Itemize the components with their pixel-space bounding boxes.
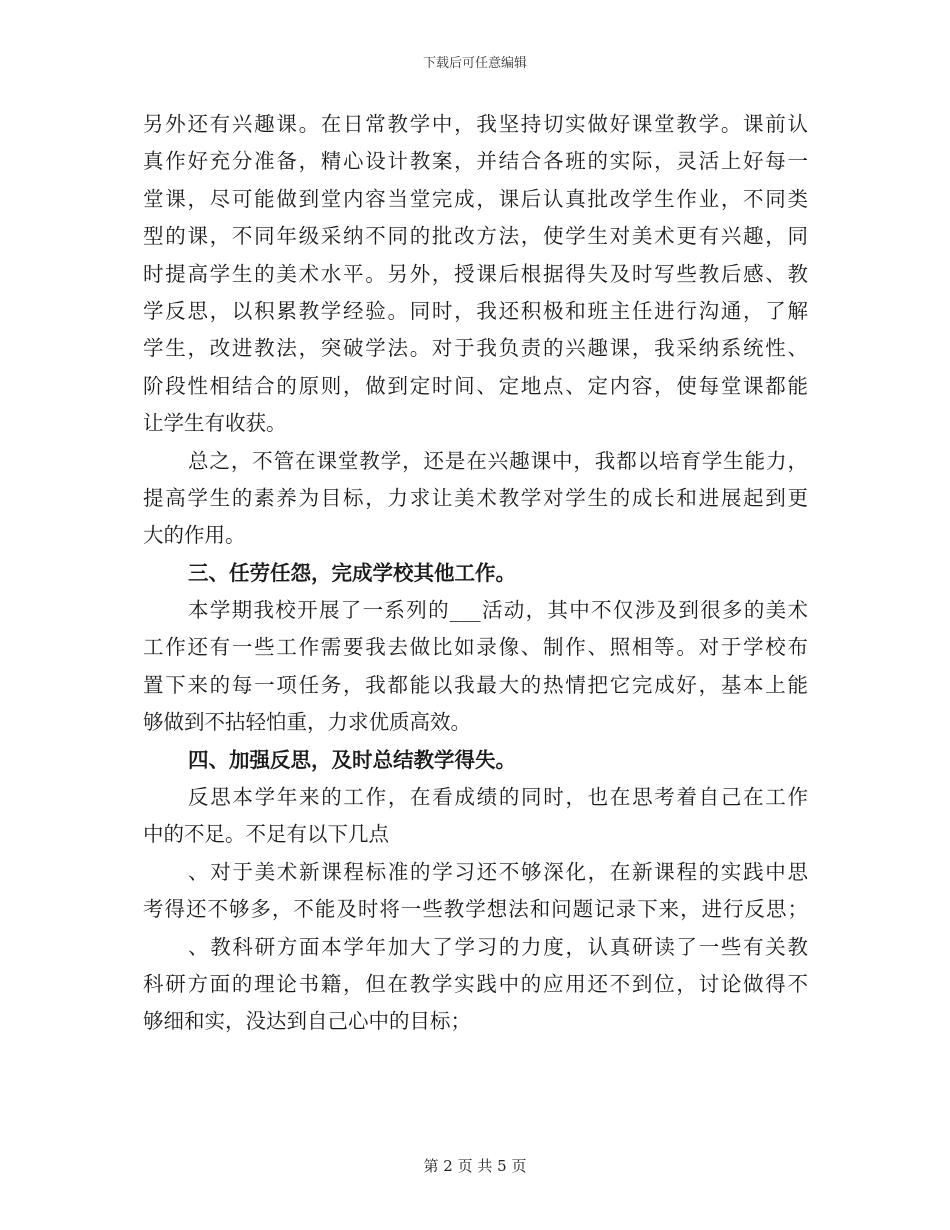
text-line: 、对于美术新课程标准的学习还不够深化，在新课程的实践中思	[188, 859, 808, 884]
text-line: 置下来的每一项任务，我都能以我最大的热情把它完成好，基本上能	[143, 672, 808, 697]
text-line: 型的课，不同年级采纳不同的批改方法，使学生对美术更有兴趣，同	[143, 224, 808, 249]
text-line: 学反思，以积累教学经验。同时，我还积极和班主任进行沟通，了解	[143, 298, 808, 323]
text-line: 中的不足。不足有以下几点	[143, 822, 389, 847]
page-header: 下载后可任意编辑	[422, 56, 527, 71]
text-line: 另外还有兴趣课。在日常教学中，我坚持切实做好课堂教学。课前认	[143, 112, 808, 136]
text-line: 让学生有收获。	[143, 411, 287, 436]
text-line: 真作好充分准备，精心设计教案，并结合各班的实际，灵活上好每一	[143, 149, 808, 174]
text-line: 、教科研方面本学年加大了学习的力度，认真研读了一些有关教	[188, 934, 808, 959]
text-line: 大的作用。	[143, 523, 246, 548]
text-line: 提高学生的素养为目标，力求让美术教学对学生的成长和进展起到更	[143, 485, 808, 510]
text-line: 学生，改进教法，突破学法。对于我负责的兴趣课，我采纳系统性、	[143, 336, 808, 361]
text-line: 阶段性相结合的原则，做到定时间、定地点、定内容，使每堂课都能	[143, 373, 808, 398]
text-line: 够细和实，没达到自己心中的目标；	[143, 1009, 471, 1034]
text-line: 考得还不够多，不能及时将一些教学想法和问题记录下来，进行反思；	[143, 897, 808, 922]
text-line: 科研方面的理论书籍，但在教学实践中的应用还不到位，讨论做得不	[143, 971, 808, 996]
page-number: 第 2 页 共 5 页	[423, 1157, 527, 1175]
text-line: 时提高学生的美术水平。另外，授课后根据得失及时写些教后感、教	[143, 261, 808, 286]
text-line: 够做到不拈轻怕重，力求优质高效。	[143, 710, 471, 735]
document-body	[143, 106, 808, 1041]
text-line: 总之，不管在课堂教学，还是在兴趣课中，我都以培育学生能力，	[188, 448, 808, 473]
text-line: 反思本学年来的工作，在看成绩的同时，也在思考着自己在工作	[188, 785, 808, 810]
text-line: 本学期我校开展了一系列的___活动，其中不仅涉及到很多的美术	[188, 598, 808, 623]
text-line: 堂课，尽可能做到堂内容当堂完成，课后认真批改学生作业，不同类	[143, 186, 808, 211]
section-heading: 三、任劳任怨，完成学校其他工作。	[188, 560, 516, 585]
section-heading: 四、加强反思，及时总结教学得失。	[188, 747, 516, 772]
text-line: 工作还有一些工作需要我去做比如录像、制作、照相等。对于学校布	[143, 635, 808, 660]
